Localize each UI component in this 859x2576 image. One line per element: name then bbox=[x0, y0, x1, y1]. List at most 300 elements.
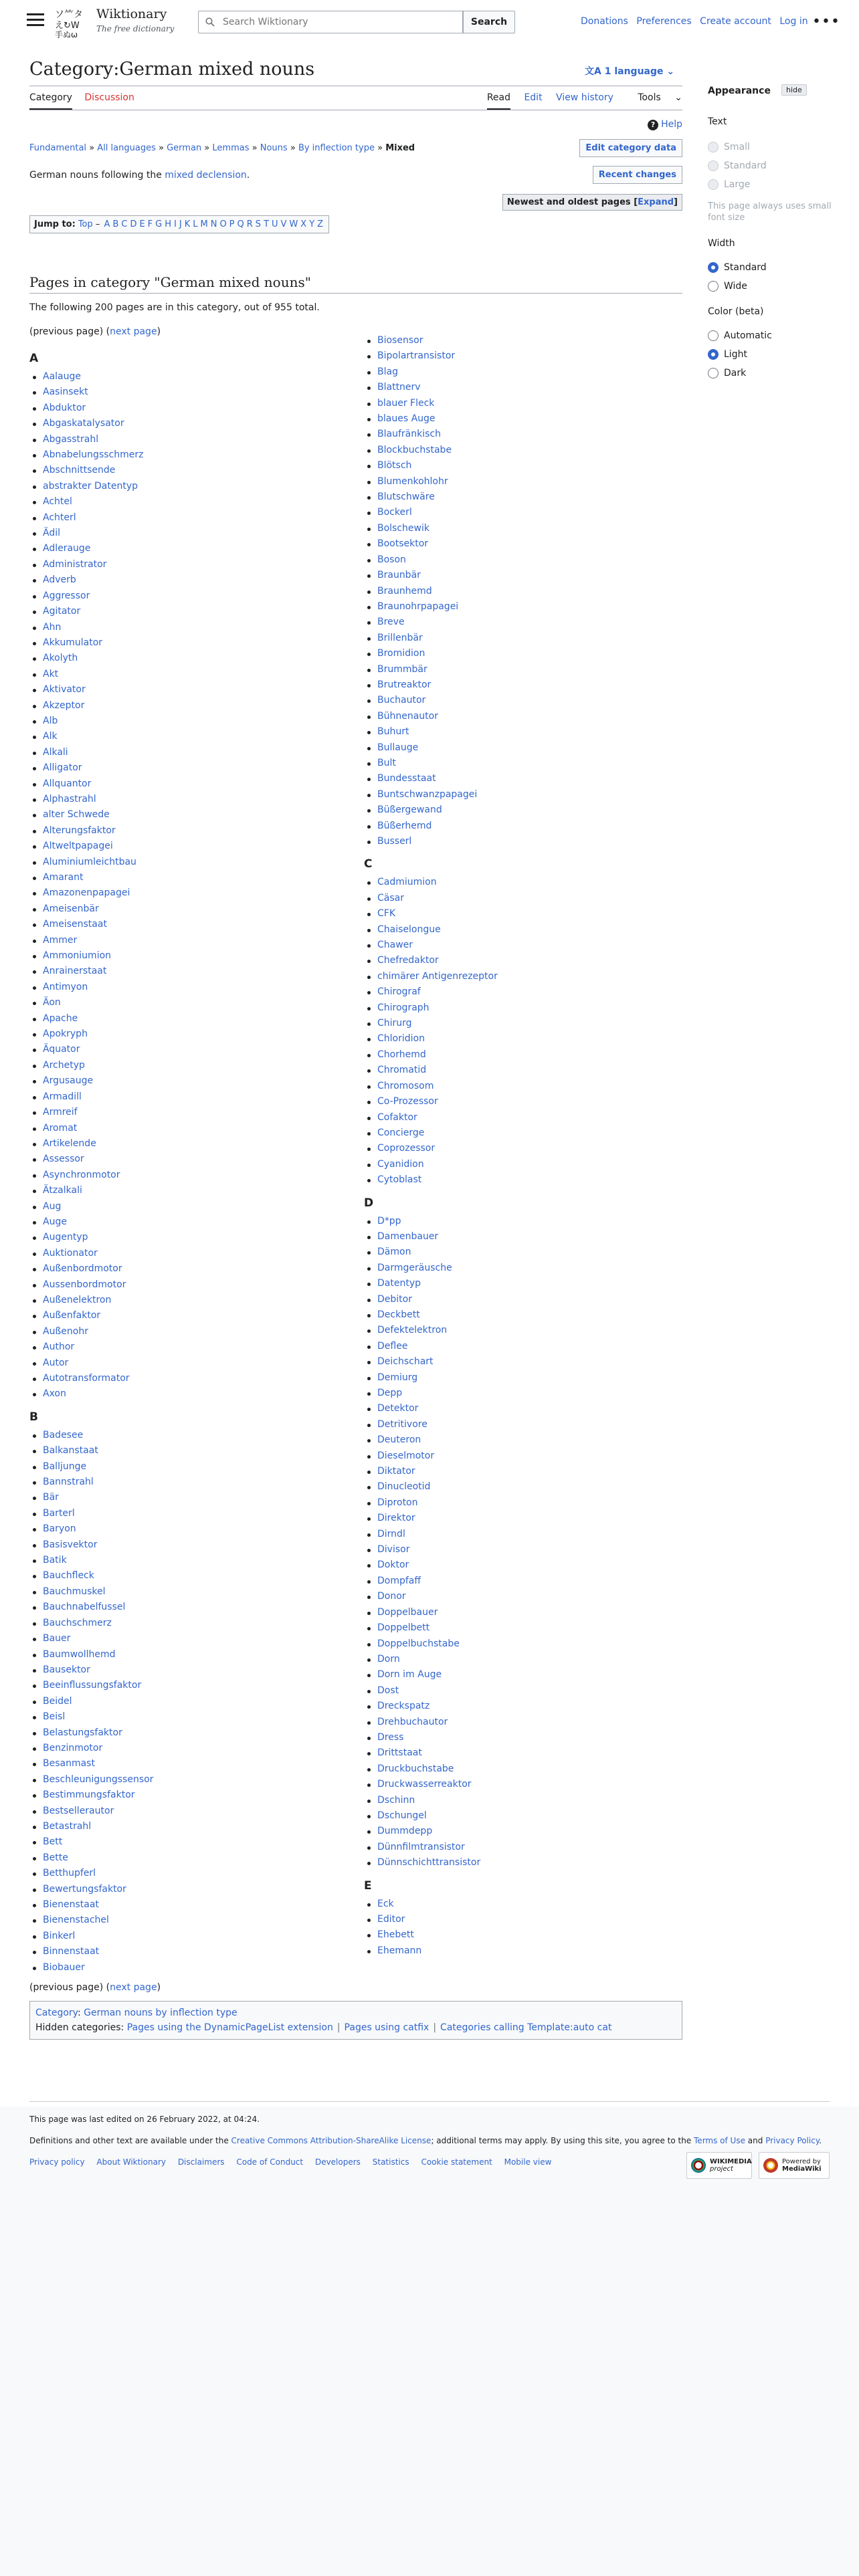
page-link[interactable]: Armadill bbox=[43, 1091, 82, 1102]
breadcrumb-fundamental[interactable]: Fundamental bbox=[29, 143, 87, 153]
page-link[interactable]: Binnenstaat bbox=[43, 1946, 100, 1957]
page-link[interactable]: Akkumulator bbox=[43, 637, 103, 648]
list-item bbox=[29, 1521, 351, 1537]
page-link[interactable]: Außenbordmotor bbox=[43, 1263, 122, 1275]
page-link[interactable]: Dämon bbox=[377, 1247, 411, 1258]
page-link[interactable]: Chaiselongue bbox=[377, 924, 441, 935]
page-link[interactable]: CFK bbox=[377, 908, 396, 920]
list-item bbox=[29, 1725, 351, 1741]
expand-link[interactable]: Expand bbox=[638, 197, 674, 207]
list-item bbox=[29, 1136, 351, 1152]
help-link[interactable] bbox=[648, 119, 682, 130]
page-link[interactable]: Deckbett bbox=[377, 1309, 420, 1320]
page-link[interactable]: Autotransformator bbox=[43, 1373, 130, 1384]
page-link[interactable]: Amazonenpapagei bbox=[43, 887, 130, 899]
page-link[interactable]: Bromidion bbox=[377, 648, 425, 659]
page-link[interactable]: Baumwollhemd bbox=[43, 1648, 116, 1660]
jump-letter-d[interactable]: D bbox=[130, 219, 137, 229]
page-link[interactable]: Abschnittsende bbox=[43, 465, 116, 476]
page-link[interactable]: Divisor bbox=[377, 1544, 410, 1555]
page-link[interactable]: Biosensor bbox=[377, 335, 423, 346]
page-link[interactable]: Co-Prozessor bbox=[377, 1096, 438, 1107]
page-link[interactable]: Bewertungsfaktor bbox=[43, 1883, 126, 1895]
page-link[interactable]: Belastungsfaktor bbox=[43, 1727, 122, 1738]
page-link[interactable]: Doppelbuchstabe bbox=[377, 1638, 460, 1649]
page-link[interactable]: Dünnschichttransistor bbox=[377, 1857, 481, 1868]
page-link[interactable]: Armreif bbox=[43, 1107, 78, 1118]
page-link[interactable]: Brutreaktor bbox=[377, 679, 432, 690]
breadcrumb-all-languages[interactable]: All languages bbox=[97, 143, 156, 153]
page-link[interactable]: Debitor bbox=[377, 1293, 412, 1305]
page-link[interactable]: Doppelbett bbox=[377, 1622, 430, 1634]
jump-letter-i[interactable]: I bbox=[174, 219, 177, 229]
page-link[interactable]: Beidel bbox=[43, 1695, 72, 1707]
jump-letter-j[interactable]: J bbox=[179, 219, 182, 229]
edit-category-data-button[interactable]: Edit category data bbox=[579, 139, 682, 157]
page-link[interactable]: Ätzalkali bbox=[43, 1185, 82, 1196]
page-link[interactable]: Buntschwanzpapagei bbox=[377, 788, 478, 800]
search-box[interactable] bbox=[198, 11, 463, 33]
jump-letter-x[interactable]: X bbox=[300, 219, 307, 229]
page-link[interactable]: Drehbuchautor bbox=[377, 1716, 448, 1727]
jump-letter-h[interactable]: H bbox=[165, 219, 172, 229]
page-link[interactable]: Ameisenstaat bbox=[43, 919, 107, 930]
page-link[interactable]: Aromat bbox=[43, 1122, 78, 1134]
page-link[interactable]: blaues Auge bbox=[377, 413, 436, 425]
page-link[interactable]: Bullauge bbox=[377, 742, 419, 753]
page-link[interactable]: Betastrahl bbox=[43, 1820, 92, 1832]
page-link[interactable]: Bockerl bbox=[377, 507, 412, 518]
page-link[interactable]: Chorhemd bbox=[377, 1049, 426, 1060]
page-link[interactable]: Detektor bbox=[377, 1403, 419, 1414]
page-link[interactable]: Busserl bbox=[377, 836, 412, 847]
jump-letter-u[interactable]: U bbox=[272, 219, 278, 229]
page-link[interactable]: Dirndl bbox=[377, 1528, 405, 1539]
page-link[interactable]: Ameisenbär bbox=[43, 903, 99, 914]
page-link[interactable]: Balkanstaat bbox=[43, 1445, 98, 1457]
page-link[interactable]: Buhurt bbox=[377, 726, 409, 738]
page-link[interactable]: Ädil bbox=[43, 528, 60, 539]
page-link[interactable]: Außenfaktor bbox=[43, 1310, 101, 1321]
page-link[interactable]: Anrainerstaat bbox=[43, 966, 107, 977]
footer-link[interactable]: About Wiktionary bbox=[96, 2157, 166, 2167]
page-link[interactable]: Ammoniumion bbox=[43, 950, 112, 962]
page-link[interactable]: Deuteron bbox=[377, 1434, 421, 1446]
page-link[interactable]: Auge bbox=[43, 1216, 67, 1227]
main-menu-icon[interactable] bbox=[27, 13, 44, 28]
jump-letter-s[interactable]: S bbox=[255, 219, 262, 229]
page-link[interactable]: Bauchfleck bbox=[43, 1570, 94, 1582]
jump-letter-p[interactable]: P bbox=[229, 219, 235, 229]
page-link[interactable]: Badesee bbox=[43, 1429, 84, 1440]
page-link[interactable]: Deichschart bbox=[377, 1356, 434, 1368]
page-link[interactable]: Blaufränkisch bbox=[377, 429, 441, 440]
license-link[interactable]: Creative Commons Attribution-ShareAlike License bbox=[231, 2136, 432, 2145]
page-link[interactable]: Dschinn bbox=[377, 1794, 415, 1806]
page-link[interactable]: Druckbuchstabe bbox=[377, 1763, 454, 1774]
breadcrumb-lemmas[interactable]: Lemmas bbox=[212, 143, 250, 153]
page-link[interactable]: Eck bbox=[377, 1898, 394, 1909]
list-item bbox=[29, 526, 351, 541]
jump-letter-o[interactable]: O bbox=[219, 219, 227, 229]
page-link[interactable]: Assessor bbox=[43, 1154, 84, 1165]
page-link[interactable]: Benzinmotor bbox=[43, 1742, 103, 1753]
page-link[interactable]: Dinucleotid bbox=[377, 1481, 431, 1493]
page-link[interactable]: Coprozessor bbox=[377, 1143, 436, 1154]
page-link[interactable]: Ammer bbox=[43, 934, 78, 946]
page-link[interactable]: Besanmast bbox=[43, 1758, 95, 1769]
page-link[interactable]: Bett bbox=[43, 1836, 63, 1848]
color-dark[interactable] bbox=[708, 368, 746, 379]
jump-letter-f[interactable]: F bbox=[147, 219, 153, 229]
tab-read[interactable]: Read bbox=[487, 92, 510, 110]
donations-link[interactable]: Donations bbox=[581, 16, 628, 27]
jump-letter-k[interactable]: K bbox=[184, 219, 191, 229]
footer-link[interactable]: Cookie statement bbox=[421, 2157, 492, 2167]
hidden-category-link[interactable]: Pages using the DynamicPageList extension bbox=[126, 2022, 333, 2033]
page-link[interactable]: Äquator bbox=[43, 1044, 80, 1055]
color-automatic[interactable] bbox=[708, 330, 772, 341]
page-link[interactable]: Alb bbox=[43, 715, 58, 726]
page-link[interactable]: Betthupferl bbox=[43, 1868, 96, 1879]
page-link[interactable]: Amarant bbox=[43, 872, 84, 883]
page-link[interactable]: Editor bbox=[377, 1914, 405, 1925]
page-link[interactable]: Bult bbox=[377, 757, 396, 768]
log-in-link[interactable]: Log in bbox=[779, 16, 808, 27]
jump-top[interactable]: Top bbox=[78, 219, 93, 229]
page-link[interactable]: Buchautor bbox=[377, 695, 426, 706]
more-options-icon[interactable]: ••• bbox=[812, 13, 840, 30]
next-page-link[interactable]: next page bbox=[110, 1982, 157, 1993]
page-link[interactable]: Alkali bbox=[43, 746, 68, 758]
page-link[interactable]: Chloridion bbox=[377, 1033, 425, 1045]
page-link[interactable]: Direktor bbox=[377, 1513, 415, 1524]
list-item bbox=[364, 969, 682, 984]
page-link[interactable]: Braunohrpapagei bbox=[377, 601, 459, 612]
search-button[interactable]: Search bbox=[463, 11, 515, 33]
page-link[interactable]: Detritivore bbox=[377, 1418, 427, 1430]
page-link[interactable]: Akolyth bbox=[43, 653, 78, 664]
page-link[interactable]: Braunhemd bbox=[377, 585, 432, 597]
page-link[interactable]: Apokryph bbox=[43, 1029, 88, 1040]
page-link[interactable]: Dost bbox=[377, 1685, 399, 1696]
site-wordmark[interactable]: Wiktionary bbox=[96, 7, 167, 21]
jump-letter-r[interactable]: R bbox=[246, 219, 253, 229]
page-link[interactable]: Barterl bbox=[43, 1507, 75, 1519]
page-link[interactable]: Damenbauer bbox=[377, 1230, 439, 1242]
recent-changes-button[interactable]: Recent changes bbox=[593, 166, 682, 184]
footer-link[interactable]: Privacy policy bbox=[29, 2157, 85, 2167]
page-link[interactable]: Diktator bbox=[377, 1466, 415, 1477]
page-link[interactable]: Bolschewik bbox=[377, 522, 430, 534]
page-link[interactable]: Bundesstaat bbox=[377, 773, 436, 784]
page-link[interactable]: Bär bbox=[43, 1492, 59, 1503]
page-link[interactable]: Bienenstaat bbox=[43, 1899, 99, 1910]
language-button[interactable] bbox=[585, 64, 674, 78]
preferences-link[interactable]: Preferences bbox=[636, 16, 692, 27]
footer-link[interactable]: Disclaimers bbox=[177, 2157, 225, 2167]
page-link[interactable]: Bauchmuskel bbox=[43, 1586, 106, 1597]
page-link[interactable]: Chirograph bbox=[377, 1002, 430, 1013]
jump-letter-b[interactable]: B bbox=[112, 219, 119, 229]
wikimedia-project-badge[interactable] bbox=[686, 2152, 752, 2179]
jump-letter-v[interactable]: V bbox=[280, 219, 287, 229]
category-link[interactable]: German nouns by inflection type bbox=[84, 2008, 237, 2018]
page-link[interactable]: Chirograf bbox=[377, 986, 421, 998]
hidden-category-link[interactable]: Categories calling Template:auto cat bbox=[440, 2022, 612, 2033]
page-link[interactable]: Cadmiumion bbox=[377, 877, 437, 888]
page-link[interactable]: Doppelbauer bbox=[377, 1606, 438, 1618]
jump-letter-n[interactable]: N bbox=[210, 219, 217, 229]
page-link[interactable]: Deflee bbox=[377, 1340, 408, 1352]
page-link[interactable]: Büßerhemd bbox=[377, 820, 432, 831]
footer-link[interactable]: Statistics bbox=[372, 2157, 409, 2167]
list-item bbox=[364, 333, 682, 348]
page-link[interactable]: Donor bbox=[377, 1591, 406, 1602]
page-link[interactable]: Aug bbox=[43, 1200, 62, 1212]
breadcrumb-nouns[interactable]: Nouns bbox=[260, 143, 288, 153]
jump-letter-a[interactable]: A bbox=[104, 219, 110, 229]
page-link[interactable]: Dompfaff bbox=[377, 1575, 421, 1586]
page-link[interactable]: Diproton bbox=[377, 1497, 418, 1508]
jump-letter-c[interactable]: C bbox=[121, 219, 128, 229]
tab-discussion[interactable]: Discussion bbox=[84, 92, 134, 103]
create-account-link[interactable]: Create account bbox=[700, 16, 771, 27]
page-link[interactable]: Ehemann bbox=[377, 1945, 422, 1956]
page-link[interactable]: Akt bbox=[43, 668, 59, 679]
color-light[interactable] bbox=[708, 349, 747, 360]
page-link[interactable]: Dschungel bbox=[377, 1810, 427, 1821]
width-wide[interactable] bbox=[708, 281, 747, 292]
width-heading: Width bbox=[708, 238, 735, 249]
page-link[interactable]: Adverb bbox=[43, 574, 76, 586]
page-link[interactable]: Dummdepp bbox=[377, 1826, 433, 1837]
page-link[interactable]: Argusauge bbox=[43, 1075, 94, 1087]
page-link[interactable]: Altweltpapagei bbox=[43, 841, 113, 852]
page-link[interactable]: D*pp bbox=[377, 1215, 401, 1226]
page-link[interactable]: Büßergewand bbox=[377, 804, 442, 816]
page-link[interactable]: Darmgeräusche bbox=[377, 1262, 452, 1273]
page-link[interactable]: Autor bbox=[43, 1357, 69, 1368]
page-link[interactable]: Ahn bbox=[43, 621, 62, 633]
page-link[interactable]: Abgaskatalysator bbox=[43, 418, 124, 429]
page-link[interactable]: Chromatid bbox=[377, 1065, 427, 1076]
page-link[interactable]: Doktor bbox=[377, 1560, 409, 1571]
page-link[interactable]: Dieselmotor bbox=[377, 1450, 435, 1461]
page-link[interactable]: Alligator bbox=[43, 762, 82, 774]
page-link[interactable]: Datentyp bbox=[377, 1278, 421, 1289]
page-link[interactable]: Agitator bbox=[43, 606, 81, 617]
page-link[interactable]: Cyanidion bbox=[377, 1158, 424, 1170]
page-link[interactable]: Beschleunigungssensor bbox=[43, 1774, 154, 1785]
jump-letter-g[interactable]: G bbox=[155, 219, 163, 229]
page-link[interactable]: Abduktor bbox=[43, 402, 86, 413]
page-link[interactable]: alter Schwede bbox=[43, 809, 110, 821]
page-link[interactable]: Asynchronmotor bbox=[43, 1169, 120, 1180]
page-link[interactable]: Boson bbox=[377, 554, 406, 565]
page-link[interactable]: Alk bbox=[43, 731, 58, 742]
page-link[interactable]: Auktionator bbox=[43, 1247, 98, 1259]
text-size-standard[interactable] bbox=[708, 160, 767, 171]
list-item bbox=[364, 1214, 682, 1229]
page-link[interactable]: Baryon bbox=[43, 1523, 76, 1535]
page-link[interactable]: Aalauge bbox=[43, 371, 81, 382]
page-link[interactable]: Bestimmungsfaktor bbox=[43, 1790, 135, 1801]
tab-edit[interactable]: Edit bbox=[524, 92, 543, 103]
mixed-declension-link[interactable]: mixed declension bbox=[165, 170, 247, 181]
page-link[interactable]: Author bbox=[43, 1341, 75, 1353]
list-item bbox=[29, 447, 351, 463]
page-link[interactable]: Chefredaktor bbox=[377, 955, 439, 966]
footer-link[interactable]: Code of Conduct bbox=[236, 2157, 304, 2167]
page-link[interactable]: Bestsellerautor bbox=[43, 1805, 114, 1816]
page-link[interactable]: Batik bbox=[43, 1555, 67, 1566]
page-link[interactable]: Adlerauge bbox=[43, 543, 91, 554]
page-link[interactable]: Depp bbox=[377, 1388, 403, 1398]
page-link[interactable]: Brummbär bbox=[377, 663, 427, 675]
page-link[interactable]: Bootsektor bbox=[377, 538, 429, 550]
page-link[interactable]: Blutschwäre bbox=[377, 492, 435, 503]
page-link[interactable]: Außenelektron bbox=[43, 1294, 112, 1305]
page-link[interactable]: Drittstaat bbox=[377, 1747, 422, 1759]
page-link[interactable]: Cytoblast bbox=[377, 1174, 422, 1186]
page-link[interactable]: Bühnenautor bbox=[377, 710, 438, 722]
page-link[interactable]: Defektelektron bbox=[377, 1325, 448, 1336]
page-link[interactable]: Aktivator bbox=[43, 684, 86, 695]
page-link[interactable]: Dorn bbox=[377, 1653, 400, 1665]
page-link[interactable]: Braunbär bbox=[377, 570, 421, 581]
page-link[interactable]: Dress bbox=[377, 1731, 404, 1743]
page-link[interactable]: Apache bbox=[43, 1012, 78, 1024]
page-link[interactable]: Bauer bbox=[43, 1633, 71, 1644]
page-link[interactable]: Demiurg bbox=[377, 1372, 418, 1383]
search-input[interactable] bbox=[223, 15, 457, 29]
page-link[interactable]: Brillenbär bbox=[377, 632, 423, 643]
page-link[interactable]: Ehebett bbox=[377, 1929, 414, 1941]
page-link[interactable]: Bipolartransistor bbox=[377, 350, 456, 362]
page-link[interactable]: blauer Fleck bbox=[377, 397, 435, 409]
terms-link[interactable]: Terms of Use bbox=[694, 2136, 745, 2145]
page-link[interactable]: Blumenkohlohr bbox=[377, 475, 448, 487]
list-item bbox=[29, 1490, 351, 1505]
page-link[interactable]: Archetyp bbox=[43, 1059, 85, 1071]
jump-letter-l[interactable]: L bbox=[193, 219, 198, 229]
jump-letter-m[interactable]: M bbox=[200, 219, 208, 229]
footer-link[interactable]: Mobile view bbox=[504, 2157, 552, 2167]
page-link[interactable]: Aasinsekt bbox=[43, 387, 88, 398]
jump-letter-y[interactable]: Y bbox=[309, 219, 315, 229]
page-link[interactable]: Aggressor bbox=[43, 590, 90, 601]
page-link[interactable]: Aluminiumleichtbau bbox=[43, 856, 136, 867]
page-link[interactable]: Beisl bbox=[43, 1711, 66, 1723]
page-link[interactable]: Abnabelungsschmerz bbox=[43, 449, 144, 461]
page-link[interactable]: Binkerl bbox=[43, 1930, 76, 1941]
tab-category[interactable]: Category bbox=[29, 92, 72, 110]
powered-by-mediawiki-badge[interactable] bbox=[759, 2152, 830, 2179]
page-link[interactable]: Bausektor bbox=[43, 1664, 90, 1675]
text-size-small[interactable] bbox=[708, 142, 750, 152]
page-link[interactable]: Druckwasserreaktor bbox=[377, 1779, 472, 1790]
page-link[interactable]: Blockbuchstabe bbox=[377, 444, 452, 455]
jump-letter-t[interactable]: T bbox=[264, 219, 270, 229]
page-link[interactable]: Axon bbox=[43, 1388, 66, 1400]
breadcrumb-german[interactable]: German bbox=[167, 143, 202, 153]
page-link[interactable]: Concierge bbox=[377, 1127, 425, 1138]
page-link[interactable]: Bienenstachel bbox=[43, 1915, 109, 1926]
page-link[interactable]: Dorn im Auge bbox=[377, 1669, 442, 1681]
breadcrumb-by-inflection-type[interactable]: By inflection type bbox=[298, 143, 375, 153]
page-link[interactable]: Akzeptor bbox=[43, 700, 85, 711]
page-link[interactable]: Achtel bbox=[43, 496, 72, 508]
page-link[interactable]: Bauchschmerz bbox=[43, 1617, 112, 1628]
page-link[interactable]: Blötsch bbox=[377, 460, 412, 471]
letter-heading: D bbox=[364, 1196, 374, 1210]
hide-appearance-button[interactable]: hide bbox=[781, 84, 807, 96]
page-link[interactable]: Cäsar bbox=[377, 892, 404, 903]
width-standard[interactable] bbox=[708, 262, 767, 273]
jump-letter-e[interactable]: E bbox=[139, 219, 145, 229]
page-link[interactable]: Dreckspatz bbox=[377, 1701, 430, 1712]
page-link[interactable]: Breve bbox=[377, 617, 405, 628]
privacy-policy-link[interactable]: Privacy Policy bbox=[765, 2136, 820, 2145]
page-link[interactable]: Aussenbordmotor bbox=[43, 1279, 126, 1290]
page-link[interactable]: Beeinflussungsfaktor bbox=[43, 1680, 142, 1691]
page-link[interactable]: Antimyon bbox=[43, 981, 88, 992]
page-link[interactable]: Cofaktor bbox=[377, 1111, 417, 1123]
page-link[interactable]: Chirurg bbox=[377, 1018, 412, 1029]
page-link[interactable]: Basisvektor bbox=[43, 1539, 98, 1550]
page-title: Category:German mixed nouns bbox=[29, 59, 315, 80]
page-link[interactable]: Blattnerv bbox=[377, 382, 421, 393]
hidden-category-link[interactable]: Pages using catfix bbox=[344, 2022, 430, 2033]
list-item bbox=[29, 1073, 351, 1089]
page-link[interactable]: Augentyp bbox=[43, 1232, 88, 1243]
page-link[interactable]: abstrakter Datentyp bbox=[43, 480, 138, 492]
page-link[interactable]: Außenohr bbox=[43, 1325, 88, 1337]
page-link[interactable]: Äon bbox=[43, 997, 61, 1008]
list-item bbox=[364, 771, 682, 786]
page-link[interactable]: Balljunge bbox=[43, 1461, 87, 1472]
page-link[interactable]: Achterl bbox=[43, 512, 76, 523]
page-link[interactable]: Bannstrahl bbox=[43, 1477, 94, 1488]
tab-view-history[interactable]: View history bbox=[556, 92, 613, 103]
tab-tools[interactable] bbox=[627, 92, 682, 114]
text-size-large[interactable] bbox=[708, 179, 750, 190]
page-link[interactable]: chimärer Antigenrezeptor bbox=[377, 970, 498, 982]
page-link[interactable]: Dünnfilmtransistor bbox=[377, 1841, 465, 1852]
page-link[interactable]: Biobauer bbox=[43, 1961, 85, 1973]
page-link[interactable]: Abgasstrahl bbox=[43, 433, 99, 445]
page-link[interactable]: Alterungsfaktor bbox=[43, 825, 116, 836]
jump-letter-z[interactable]: Z bbox=[317, 219, 324, 229]
page-link[interactable]: Blag bbox=[377, 366, 398, 377]
jump-letter-w[interactable]: W bbox=[289, 219, 298, 229]
page-link[interactable]: Bauchnabelfussel bbox=[43, 1602, 126, 1613]
categories-label[interactable]: Category bbox=[35, 2008, 78, 2018]
list-item bbox=[364, 1323, 682, 1338]
next-page-link[interactable]: next page bbox=[110, 326, 157, 337]
page-link[interactable]: Chawer bbox=[377, 940, 413, 951]
page-link[interactable]: Administrator bbox=[43, 558, 107, 570]
wiktionary-logo[interactable] bbox=[54, 4, 95, 39]
page-link[interactable]: Alphastrahl bbox=[43, 793, 96, 804]
footer-link[interactable]: Developers bbox=[314, 2157, 361, 2167]
page-link[interactable]: Allquantor bbox=[43, 778, 92, 789]
page-link[interactable]: Artikelende bbox=[43, 1138, 96, 1149]
page-link[interactable]: Bette bbox=[43, 1852, 68, 1863]
page-link[interactable]: Chromosom bbox=[377, 1080, 434, 1091]
jump-letter-q[interactable]: Q bbox=[237, 219, 244, 229]
